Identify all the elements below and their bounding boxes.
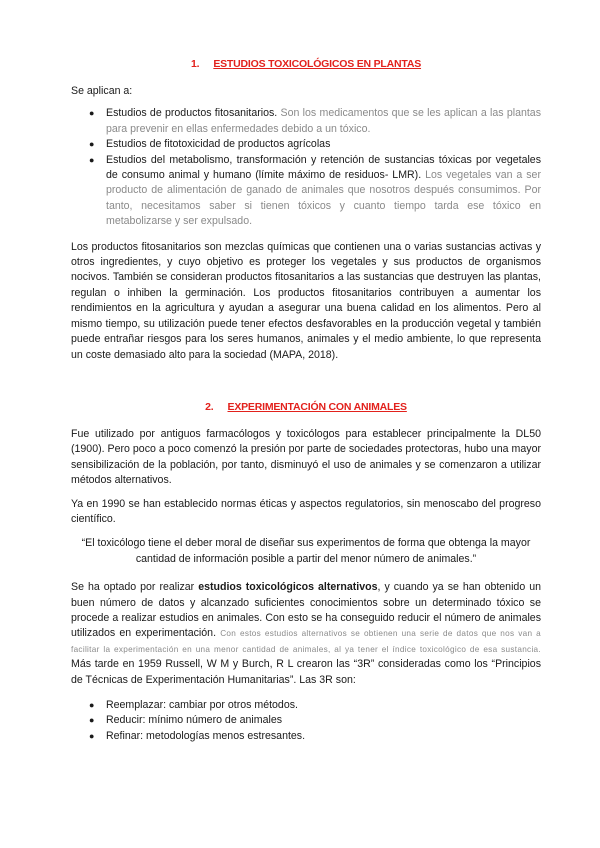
document-page bbox=[71, 58, 541, 744]
list-item: ● Estudios de fitotoxicidad de productos agrícolas bbox=[71, 137, 541, 152]
section-2-heading bbox=[71, 401, 541, 413]
section-2-list bbox=[71, 698, 541, 744]
section-1-title: ESTUDIOS TOXICOLÓGICOS EN PLANTAS bbox=[213, 58, 422, 70]
section-2-title: EXPERIMENTACIÓN CON ANIMALES bbox=[227, 400, 407, 413]
bullet-icon: ● bbox=[89, 154, 95, 165]
annotation-note: Son los medicamentos que se les aplican a las plantas para prevenir en ellas enfermedades debido a un tóxico. bbox=[106, 107, 542, 135]
list-item: ● Estudios del metabolismo, transformación y retención de sustancias tóxicas por vegetales de consumo animal y humano (límite máximo de residuos- LMR). Los vegetales van a ser producto de alimentación de ganado de animales que nosotros después consumimos. Por tanto, necesitamos saber si tienen tóxicos y cuanto tiempo tarda ese tóxico en metabolizarse y ser expulsado. bbox=[89, 153, 541, 228]
section-1-list bbox=[71, 106, 541, 229]
section-1-intro: Se aplican a: bbox=[71, 85, 133, 97]
section-2-paragraph-3: Se ha optado por realizar estudios toxicológicos alternativos, y cuando ya se han obtenido un buen número de datos y alcanzado suficientes conocimientos sobre un determinado tóxico se procede a realizar estudios en animales. Con esto se ha conseguido reducir el número de animales utilizados en experimentación. Con estos estudios alternativos se obtienen una serie de datos que nos van a facilitar la experimentación en una menor cantidad de animales, al ya tener el índice toxicológico de esa sustancia. Más tarde en 1959 Russell, W M y Burch, R L crearon las “3R” consideradas como los “Principios de Técnicas de Experimentación Humanitarias”. Las 3R son: bbox=[71, 581, 542, 686]
bullet-icon: ● bbox=[89, 700, 95, 710]
section-2-number: 2. bbox=[205, 400, 214, 413]
section-1-number: 1. bbox=[190, 58, 200, 70]
section-1-paragraph: Los productos fitosanitarios son mezclas químicas que contienen una o varias sustancias activas y otros ingredientes, y cuyo objetivo es proteger los vegetales y sus productos de organismos nocivos. También se consideran productos fitosanitarios a las sustancias que destruyen las plantas, regulan o inhiben la germinación. Los productos fitosanitarios contribuyen a aumentar los rendimientos en la agricultura y ayudan a asegurar una buena calidad en los alimentos. Pero al mismo tiempo, su utilización puede tener efectos desfavorables en la producción vegetal y también puede entrañar riesgos para los seres humanos, animales y el medio ambiente, lo que representa un coste demasiado alto para la sociedad (MAPA, 2018). bbox=[71, 240, 541, 361]
annotation-note: Los vegetales van a ser producto de alimentación de ganado de animales que nosotros después consumimos. Por tanto, necesitamos saber si tienen tóxicos y cuanto tiempo tarda ese tóxico en metabolizarse y ser expulsado. bbox=[106, 169, 541, 228]
quote-line-2: cantidad de información posible a partir del menor número de animales.” bbox=[135, 552, 477, 565]
section-1-heading bbox=[71, 58, 541, 70]
section-2-paragraph-2: Ya en 1990 se han establecido normas éticas y aspectos regulatorios, sin menoscabo del progreso científico. bbox=[71, 497, 541, 525]
list-item: ● Reducir: mínimo número de animales bbox=[71, 713, 541, 728]
annotation-note: Con estos estudios alternativos se obtienen una serie de datos que nos van a facilitar la experimentación en una menor cantidad de animales, al ya tener el índice toxicológico de esa sustancia. bbox=[71, 629, 542, 654]
list-item: ● Refinar: metodologías menos estresantes. bbox=[71, 729, 541, 744]
quote-line-1: “El toxicólogo tiene el deber moral de diseñar sus experimentos de forma que obtenga la mayor bbox=[81, 537, 531, 550]
bullet-icon: ● bbox=[89, 715, 95, 726]
bullet-icon: ● bbox=[89, 108, 95, 119]
quote-block bbox=[71, 536, 541, 567]
bold-term: estudios toxicológicos alternativos bbox=[198, 581, 378, 594]
list-item: ● Estudios de productos fitosanitarios. Son los medicamentos que se les aplican a las plantas para prevenir en ellas enfermedades debido a un tóxico. bbox=[89, 107, 542, 135]
list-item: ● Reemplazar: cambiar por otros métodos. bbox=[71, 698, 541, 713]
bullet-icon: ● bbox=[89, 730, 95, 741]
section-2-paragraph-1: Fue utilizado por antiguos farmacólogos y toxicólogos para establecer principalmente la DL50 (1900). Pero poco a poco comenzó la presión por parte de sociedades protectoras, hubo una mayor sensibilización de la población, por tanto, disminuyó el uso de animales y se comenzaron a utilizar métodos alternativos. bbox=[71, 427, 541, 487]
bullet-icon: ● bbox=[89, 139, 95, 150]
